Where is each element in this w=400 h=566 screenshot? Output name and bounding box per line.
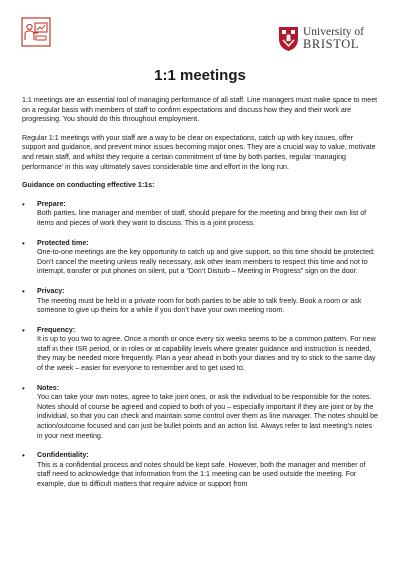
- page-title: 1:1 meetings: [154, 67, 246, 84]
- item-body: Both parties, line manager and member of staff, should prepare for the meeting and bring their own list of items and pieces of work they want to discuss. This is a joint process.: [37, 209, 367, 227]
- item-body: You can take your own notes, agree to take joint ones, or ask the individual to be responsible for the notes. Notes should of course be agreed and copied to both of you – especially important if they are joint or by the individual, so that you can check and maintain some control over them as line manager. The notes should be action/outcome focused and can just be bullet points and an action list. Always refer to last meeting’s notes in your next meeting.: [37, 393, 378, 440]
- guidance-item-confidentiality: [22, 451, 378, 489]
- bullet-icon: •: [22, 286, 25, 296]
- guidance-item-privacy: [22, 287, 378, 316]
- item-title: Protected time:: [37, 238, 89, 247]
- intro-paragraph: 1:1 meetings are an essential tool of managing performance of all staff. Line managers must make space to meet on a regular basis with members of staff to confirm expectations and discuss how they and their work are progressing. You should do this throughout employment.: [22, 96, 378, 124]
- item-title: Frequency:: [37, 325, 76, 334]
- intro-paragraph: Regular 1:1 meetings with your staff are a way to be clear on expectations, catch up with key issues, offer support and guidance, and prevent minor issues becoming major ones. They are a crucial way to value, motivate and retain staff, and whilst they require a certain commitment of time by both parties, regular ‘managing performance’ in this way ultimately saves considerable time and effort in the long run.: [22, 133, 376, 171]
- guidance-item-frequency: [22, 326, 378, 374]
- bullet-icon: •: [22, 383, 25, 393]
- guidance-item-protected-time: [22, 239, 378, 277]
- item-title: Prepare:: [37, 199, 66, 208]
- presentation-icon: [21, 17, 51, 47]
- university-logo: [279, 27, 387, 51]
- crest-icon: [279, 27, 298, 51]
- page-header: [0, 0, 400, 60]
- item-title: Privacy:: [37, 286, 65, 295]
- bullet-icon: •: [22, 199, 25, 209]
- bullet-icon: •: [22, 451, 25, 461]
- item-body: The meeting must be held in a private room for both parties to be able to talk freely. Book a room or ask someone to give up theirs for a while if you don’t have your own meeting room.: [37, 296, 362, 315]
- document-body: [22, 96, 378, 500]
- item-title: Notes:: [37, 383, 60, 392]
- logo-line1: University of: [303, 26, 365, 38]
- item-body: It is up to you two to agree. Once a month or once every six weeks seems to be a common pattern. For new staff in their ISR period, or in roles or at capability levels where greater guidance and instruction is needed, they may be needed more frequently. Plan a year ahead in both your diaries and try to stick to the same day of the week – easier for everyone to remember and to get used to.: [37, 335, 376, 373]
- guidance-heading: Guidance on conducting effective 1:1s:: [22, 181, 155, 190]
- guidance-item-prepare: [22, 200, 378, 229]
- bullet-icon: •: [22, 238, 25, 248]
- logo-line2: BRISTOL: [303, 37, 360, 51]
- bullet-icon: •: [22, 325, 25, 335]
- item-body: This is a confidential process and notes should be kept safe. However, both the manager and member of staff need to acknowledge that information from the 1:1 meeting can be used outside the meeting. For example, due to difficult matters that require advice or support from: [37, 460, 366, 488]
- item-body: One-to-one meetings are the key opportunity to catch up and give support, so this time should be protected; Don’t cancel the meeting unless really necessary, ask other team members to respect this time and not to interrupt, transfer or put phones on silent, put a “Don’t Disturb – Meeting in Progress” sign on the door.: [37, 248, 375, 276]
- guidance-item-notes: [22, 384, 378, 442]
- item-title: Confidentiality:: [37, 451, 89, 460]
